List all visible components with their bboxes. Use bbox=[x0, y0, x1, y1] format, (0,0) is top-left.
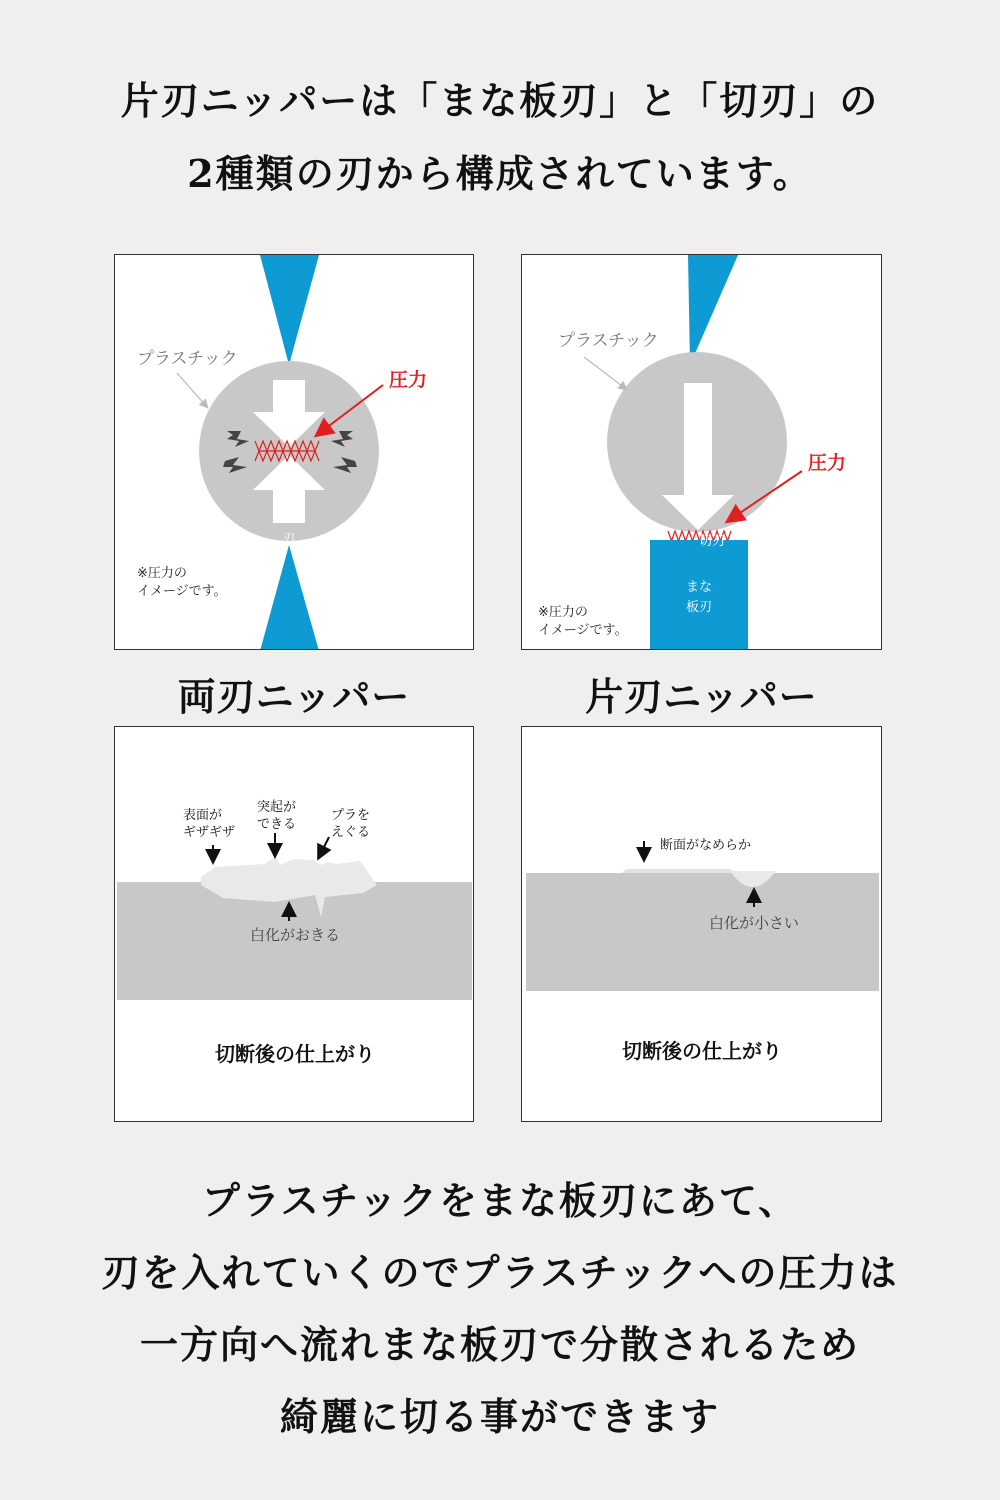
pressure-label: 圧力 bbox=[389, 369, 428, 391]
cutting-blade bbox=[688, 255, 738, 365]
note-line-2: イメージです。 bbox=[538, 623, 628, 638]
explanation-line-4: 綺麗に切る事ができます bbox=[279, 1394, 720, 1439]
single-blade-caption: 片刃ニッパー bbox=[585, 674, 818, 719]
whitening-label: 白化がおきる bbox=[249, 926, 341, 944]
note-line-1: ※圧力の bbox=[538, 605, 588, 620]
plastic-pointer bbox=[584, 357, 626, 389]
lower-blade bbox=[260, 545, 319, 650]
pressure-label: 圧力 bbox=[808, 452, 847, 474]
whitening-label: 白化が小さい bbox=[708, 914, 800, 932]
annotation-gouge-line-2: えぐる bbox=[331, 825, 371, 840]
headline-line-1: 片刃ニッパーは「まな板刃」と「切刃」の bbox=[120, 78, 880, 123]
note-line-1: ※圧力の bbox=[137, 566, 187, 581]
smooth-label: 断面がなめらか bbox=[660, 838, 752, 853]
explanation-line-2: 刃を入れていくのでプラスチックへの圧力は bbox=[101, 1250, 899, 1295]
explanation-line-3: 一方向へ流れまな板刃で分散されるため bbox=[139, 1322, 860, 1367]
double-blade-caption: 両刃ニッパー bbox=[177, 674, 411, 719]
annotation-gouge-line-1: プラを bbox=[331, 808, 371, 823]
anvil-blade bbox=[650, 540, 748, 650]
single-blade-diagram bbox=[522, 255, 882, 650]
annotation-jagged-line-2: ギザギザ bbox=[183, 825, 236, 840]
double-blade-result-panel bbox=[114, 726, 474, 1122]
annotation-protrusion-line-2: できる bbox=[257, 817, 297, 832]
finish-label: 切断後の仕上がり bbox=[215, 1042, 375, 1066]
single-blade-result-panel bbox=[521, 726, 882, 1122]
finish-label: 切断後の仕上がり bbox=[622, 1039, 782, 1063]
anvil-label-line-2: 板刃 bbox=[685, 600, 713, 615]
blade-label: 刃 bbox=[282, 531, 296, 545]
anvil-label-line-1: まな bbox=[685, 580, 713, 595]
gouge-arrow bbox=[319, 837, 329, 857]
plastic-label: プラスチック bbox=[137, 349, 238, 369]
cut-blade-label: 切刃 bbox=[698, 534, 726, 549]
headline-line-2: 2種類の刃から構成されています。 bbox=[187, 151, 813, 196]
single-blade-result-diagram bbox=[522, 727, 882, 1122]
annotation-protrusion-line-1: 突起が bbox=[257, 800, 297, 815]
plastic-label: プラスチック bbox=[558, 331, 659, 351]
annotation-jagged-line-1: 表面が bbox=[183, 808, 223, 823]
double-blade-result-diagram bbox=[115, 727, 474, 1122]
note-line-2: イメージです。 bbox=[137, 584, 227, 599]
double-blade-diagram bbox=[115, 255, 474, 650]
smooth-cut-surface bbox=[622, 869, 736, 873]
double-blade-pressure-panel bbox=[114, 254, 474, 650]
plastic-block bbox=[526, 873, 879, 991]
plastic-pointer bbox=[177, 373, 207, 407]
single-blade-pressure-panel bbox=[521, 254, 882, 650]
explanation-line-1: プラスチックをまな板刃にあて、 bbox=[201, 1178, 799, 1223]
upper-blade bbox=[260, 255, 319, 365]
